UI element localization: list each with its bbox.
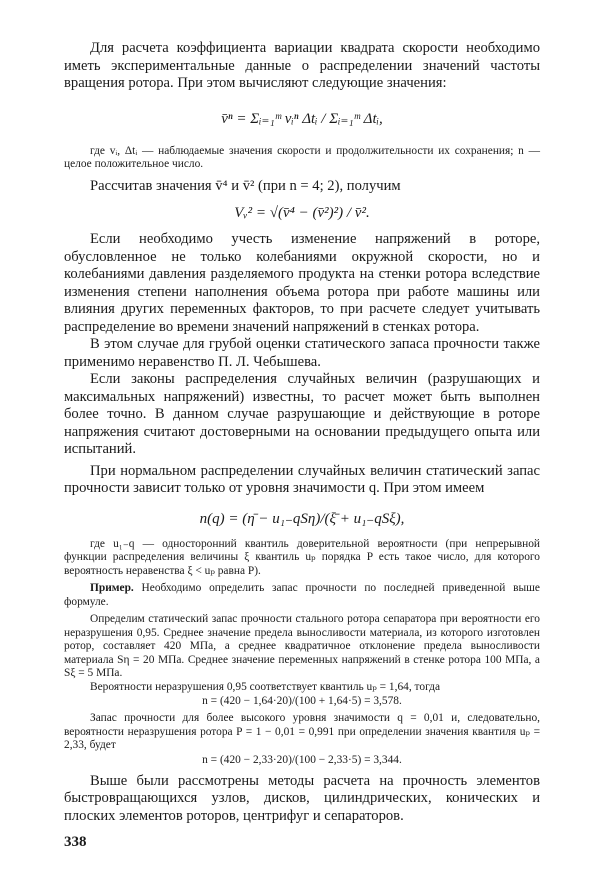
note-1: где vᵢ, Δtᵢ — наблюдаемые значения скорости и продолжительности их сохранения; n — целое положительное число. [64, 144, 540, 170]
example-heading [64, 582, 540, 609]
page-number: 338 [64, 834, 87, 850]
example-text: Необходимо определить запас прочности по последней приведенной выше формуле. [64, 582, 540, 608]
example-step-3: Запас прочности для более высокого уровня значимости q = 0,01 и, следовательно, вероятности неразрушения ротора P = 1 − 0,01 = 0,991 при определении значения квантиля uₚ = 2,33, будет [64, 712, 540, 751]
paragraph-3: Если необходимо учесть изменение напряжений в роторе, обусловленное не только колебаниями окружной скорости, но и колебаниями давления разделяемого продукта на стенки ротора вследствие изменения степени наполнения объема ротора при работе машины или влияния других переменных факторов, то при расчете следует учитывать распределение во времени значений напряжений в стенках ротора. [64, 231, 540, 335]
formula-variation: Vᵥ² = √(v̄⁴ − (v̄²)²) / v̄². [234, 205, 370, 221]
example-result-1: n = (420 − 1,64·20)/(100 + 1,64·5) = 3,578. [202, 695, 402, 707]
paragraph-1: Для расчета коэффициента вариации квадрата скорости необходимо иметь экспериментальные данные о распределении значений частоты вращения ротора. При этом вычисляют следующие значения: [64, 40, 540, 91]
paragraph-5: Если законы распределения случайных величин (разрушающих и максимальных напряжений) известны, то расчет может быть выполнен более точно. В данном случае разрушающие и действующие в роторе напряжения считают достоверными на основании предыдущего опыта или испытаний. [64, 371, 540, 457]
note-2: где u₁₋q — односторонний квантиль доверительной вероятности (при непрерывной функции распределения величины ξ квантиль uₚ порядка P есть такое число, для которого вероятность неравенства ξ < uₚ равна P). [64, 537, 540, 577]
paragraph-6: При нормальном распределении случайных величин статический запас прочности зависит только от уровня значимости q. При этом имеем [64, 462, 540, 496]
paragraph-7: Выше были рассмотрены методы расчета на прочность элементов быстровращающихся узлов, дисков, цилиндрических, конических и плоских элементов роторов, центрифуг и сепараторов. [64, 772, 540, 824]
paragraph-2: Рассчитав значения v̄⁴ и v̄² (при n = 4; 2), получим [90, 177, 401, 194]
example-step-1: Определим статический запас прочности стального ротора сепаратора при вероятности его неразрушения 0,95. Среднее значение предела выносливости материала, из которого изготовлен ротор, составляет 420 МПа, а среднее квадратичное отклонение предела выносливости материала Sη = 20 МПа. Среднее значение переменных напряжений в стенке ротора 100 МПа, а Sξ = 5 МПа. [64, 613, 540, 679]
paragraph-4: В этом случае для грубой оценки статического запаса прочности также применимо неравенство П. Л. Чебышева. [64, 336, 540, 370]
formula-mean-moment: v̄ⁿ = Σᵢ₌₁ᵐ vᵢⁿ Δtᵢ / Σᵢ₌₁ᵐ Δtᵢ, [221, 110, 383, 127]
example-step-2: Вероятности неразрушения 0,95 соответствует квантиль uₚ = 1,64, тогда [90, 680, 441, 693]
example-label: Пример. [90, 582, 134, 594]
formula-safety-factor: n(q) = (η̄ − u₁₋qSη)/(ξ̄ + u₁₋qSξ), [199, 510, 405, 527]
example-result-2: n = (420 − 2,33·20)/(100 − 2,33·5) = 3,344. [202, 753, 402, 766]
page-body [64, 40, 540, 825]
